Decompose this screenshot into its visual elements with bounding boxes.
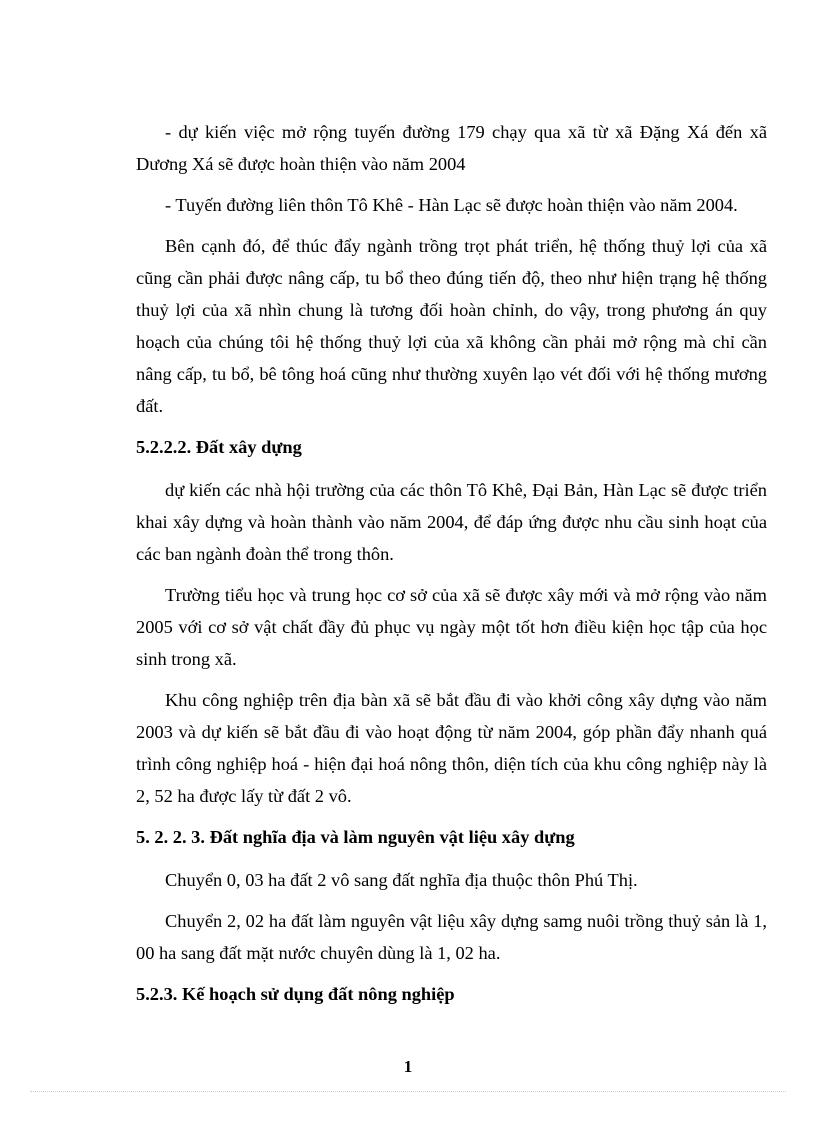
heading-agricultural-plan: 5.2.3. Kế hoạch sử dụng đất nông nghiệp — [136, 984, 455, 1004]
page-number: 1 — [403, 1057, 413, 1076]
heading-cemetery-land: 5. 2. 2. 3. Đất nghĩa địa và làm nguyên vật liệu xây dựng — [136, 827, 575, 847]
paragraph-schools: Trường tiểu học và trung học cơ sở của xã sẽ được xây mới và mở rộng vào năm 2005 với cơ sở vật chất đầy đủ phục vụ ngày một tốt hơn điều kiện học tập của học sinh trong xã. — [136, 585, 767, 669]
paragraph-road-179: - dự kiến việc mở rộng tuyến đường 179 chạy qua xã từ xã Đặng Xá đến xã Dương Xá sẽ được hoàn thiện vào năm 2004 — [136, 122, 767, 174]
paragraph-meeting-halls: dự kiến các nhà hội trường của các thôn Tô Khê, Đại Bản, Hàn Lạc sẽ được triển khai xây dựng và hoàn thành vào năm 2004, để đáp ứng được nhu cầu sinh hoạt của các ban ngành đoàn thể trong thôn. — [136, 480, 767, 564]
paragraph-industrial-zone: Khu công nghiệp trên địa bàn xã sẽ bắt đầu đi vào khởi công xây dựng vào năm 2003 và dự kiến sẽ bắt đầu đi vào hoạt động từ năm 2004, góp phần đẩy nhanh quá trình công nghiệp hoá - hiện đại hoá nông thôn, diện tích của khu công nghiệp này là 2, 52 ha được lấy từ đất 2 vô. — [136, 690, 767, 806]
document-body — [136, 116, 767, 1021]
footer-divider — [30, 1091, 786, 1092]
paragraph-road-to-khe: - Tuyến đường liên thôn Tô Khê - Hàn Lạc sẽ được hoàn thiện vào năm 2004. — [165, 195, 738, 215]
paragraph-cemetery-transfer: Chuyển 0, 03 ha đất 2 vô sang đất nghĩa địa thuộc thôn Phú Thị. — [165, 870, 638, 890]
paragraph-irrigation: Bên cạnh đó, để thúc đẩy ngành trồng trọt phát triển, hệ thống thuỷ lợi của xã cũng cần phải được nâng cấp, tu bổ theo đúng tiến độ, theo như hiện trạng hệ thống thuỷ lợi của xã nhìn chung là tương đối hoàn chỉnh, do vậy, trong phương án quy hoạch của chúng tôi hệ thống thuỷ lợi của xã không cần phải mở rộng mà chỉ cần nâng cấp, tu bổ, bê tông hoá cũng như thường xuyên lạo vét đối với hệ thống mương đất. — [136, 236, 767, 416]
paragraph-aquaculture-transfer: Chuyển 2, 02 ha đất làm nguyên vật liệu xây dựng samg nuôi trồng thuỷ sản là 1, 00 ha sang đất mặt nước chuyên dùng là 1, 02 ha. — [136, 911, 767, 963]
heading-construction-land: 5.2.2.2. Đất xây dựng — [136, 437, 302, 457]
